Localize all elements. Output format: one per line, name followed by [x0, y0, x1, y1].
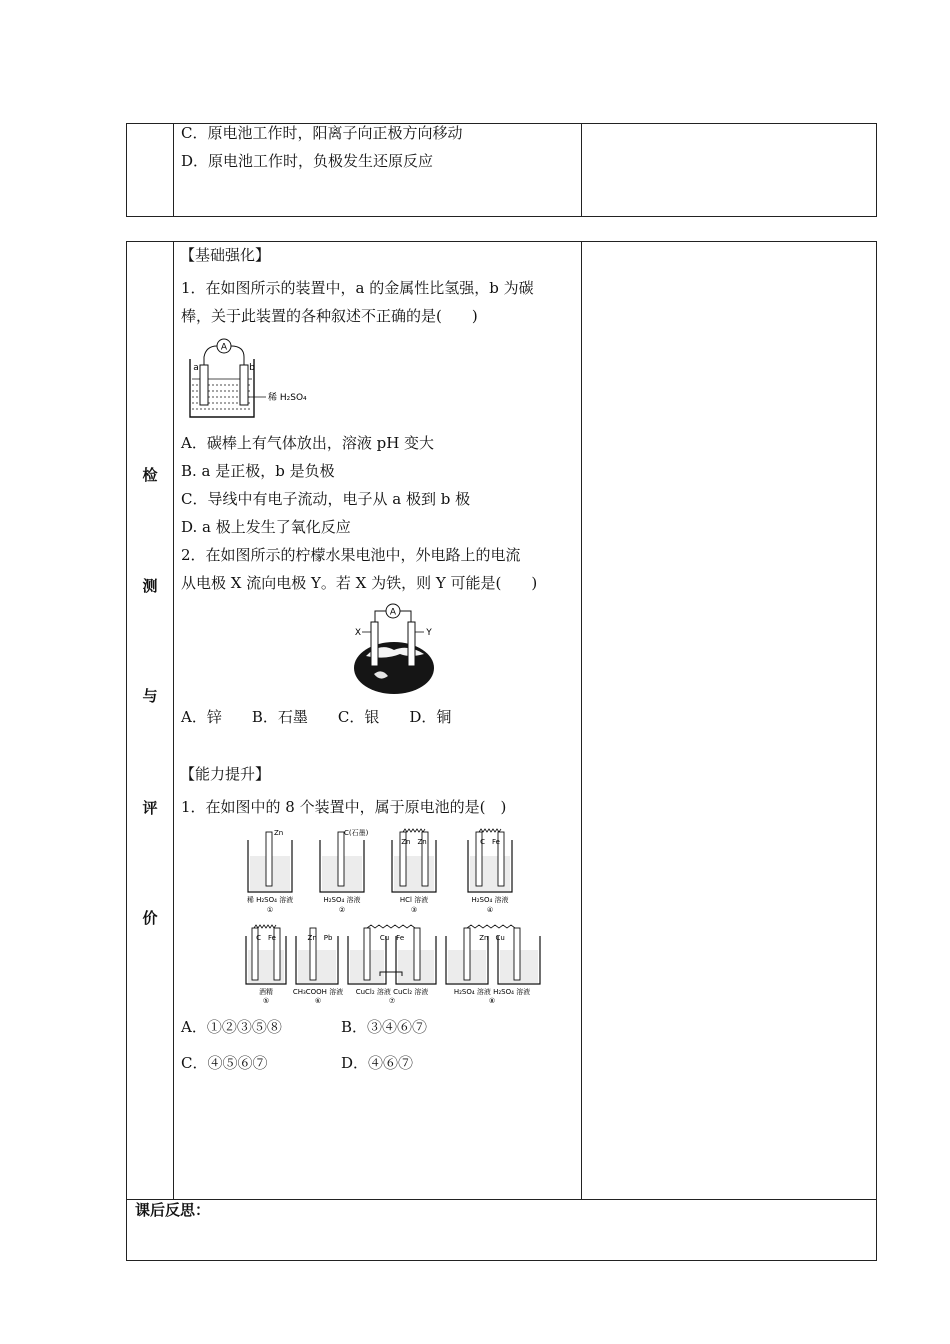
top-option-d: D．原电池工作时，负极发生还原反应: [181, 152, 434, 170]
fig3-device-8: [446, 925, 540, 1004]
fig1-electrode-b-label: b: [249, 363, 255, 373]
fig3-device-2-num: ②: [338, 906, 346, 914]
fig3-device-2-caption: H₂SO₄ 溶液: [323, 896, 361, 904]
reflection-label: 课后反思：: [135, 1201, 211, 1219]
basic-q1-option-b: B. a 是正极，b 是负极: [181, 462, 335, 480]
top-table-divider-left: [173, 123, 174, 217]
basic-q1-line2: 棒，关于此装置的各种叙述不正确的是( ): [181, 307, 478, 325]
main-table-divider-right: [581, 241, 582, 1199]
fig3-device-8-caption: H₂SO₄ 溶液 H₂SO₄ 溶液: [453, 988, 531, 996]
advanced-q1: 1．在如图中的 8 个装置中，属于原电池的是( ): [181, 798, 507, 816]
fig2-electrode-x-label: X: [354, 628, 362, 638]
fig3-device-6-caption: CH₃COOH 溶液: [292, 988, 344, 996]
fig3-device-6: [293, 928, 343, 1004]
fig3-device-1-caption: 稀 H₂SO₄ 溶液: [246, 896, 294, 904]
advanced-answer-c: C．④⑤⑥⑦: [181, 1054, 268, 1072]
advanced-heading: 【能力提升】: [180, 765, 271, 783]
fig3-device-2-top: C(石墨): [344, 829, 369, 837]
fig3-device-7: [348, 925, 436, 1004]
fig3-device-2: [320, 828, 369, 914]
fig3-device-7-caption: CuCl₂ 溶液 CuCl₂ 溶液: [355, 988, 429, 996]
basic-q1-option-d: D. a 极上发生了氧化反应: [181, 518, 351, 536]
fig3-device-4-caption: H₂SO₄ 溶液: [471, 896, 509, 904]
fig3-device-5-num: ⑤: [262, 997, 270, 1004]
fig3-device-7-num: ⑦: [388, 997, 396, 1004]
basic-q1-line1: 1．在如图所示的装置中，a 的金属性比氢强，b 为碳: [181, 279, 534, 297]
fig3-device-5-caption: 酒精: [259, 988, 273, 996]
fig3-device-4-num: ④: [486, 906, 494, 914]
basic-q2-options: A．锌 B．石墨 C．银 D．铜: [181, 708, 452, 726]
fig2-meter-label: A: [389, 607, 397, 618]
fig1-solution-label: 稀 H₂SO₄: [268, 393, 307, 403]
fig1-electrolytic-cell: [186, 337, 326, 421]
advanced-answer-b: B．③④⑥⑦: [341, 1018, 428, 1036]
fig3-device-3-caption: HCl 溶液: [399, 896, 429, 904]
reflection-row-divider: [126, 1199, 877, 1200]
side-label-char: 价: [142, 909, 158, 927]
fig3-eight-devices: [240, 826, 550, 1004]
fig1-meter-label: A: [220, 342, 228, 353]
fig3-device-6-top: Zn Pb: [307, 934, 333, 942]
side-label-char: 测: [142, 577, 158, 595]
fig3-device-5-top: C Fe: [256, 934, 276, 942]
fig3-device-3-num: ③: [410, 906, 418, 914]
fig3-device-8-num: ⑧: [488, 997, 496, 1004]
basic-heading: 【基础强化】: [180, 246, 271, 264]
fig1-electrode-a-label: a: [193, 363, 199, 373]
fig3-device-6-num: ⑥: [314, 997, 322, 1004]
fig3-device-5: [246, 925, 286, 1004]
top-option-c: C．原电池工作时，阳离子向正极方向移动: [181, 124, 463, 142]
fig3-device-1: [247, 829, 293, 914]
basic-q1-option-a: A．碳棒上有气体放出，溶液 pH 变大: [181, 434, 435, 452]
fig3-device-1-num: ①: [266, 906, 274, 914]
basic-q2-line1: 2．在如图所示的柠檬水果电池中，外电路上的电流: [181, 546, 521, 564]
fig2-lemon-battery: [352, 602, 442, 696]
advanced-answer-d: D．④⑥⑦: [341, 1054, 414, 1072]
fig3-device-8-top: Zn Cu: [479, 934, 505, 942]
advanced-answer-a: A．①②③⑤⑧: [181, 1018, 282, 1036]
fig3-device-4-top: C Fe: [480, 838, 500, 846]
fig3-device-3-top: Zn Zn: [401, 838, 427, 846]
basic-q2-line2: 从电极 X 流向电极 Y。若 X 为铁，则 Y 可能是( ): [181, 574, 538, 592]
top-table-divider-right: [581, 123, 582, 217]
basic-q1-option-c: C．导线中有电子流动，电子从 a 极到 b 极: [181, 490, 471, 508]
fig3-device-7-top: Cu Fe: [379, 934, 405, 942]
fig3-device-4: [468, 829, 512, 914]
fig3-device-3: [392, 829, 436, 914]
main-table-divider-left: [173, 241, 174, 1199]
fig2-electrode-y-label: Y: [426, 628, 432, 638]
side-label-char: 与: [142, 687, 158, 705]
side-label-char: 评: [142, 799, 158, 817]
fig3-device-1-top: Zn: [274, 829, 284, 837]
side-label-char: 检: [142, 466, 158, 484]
